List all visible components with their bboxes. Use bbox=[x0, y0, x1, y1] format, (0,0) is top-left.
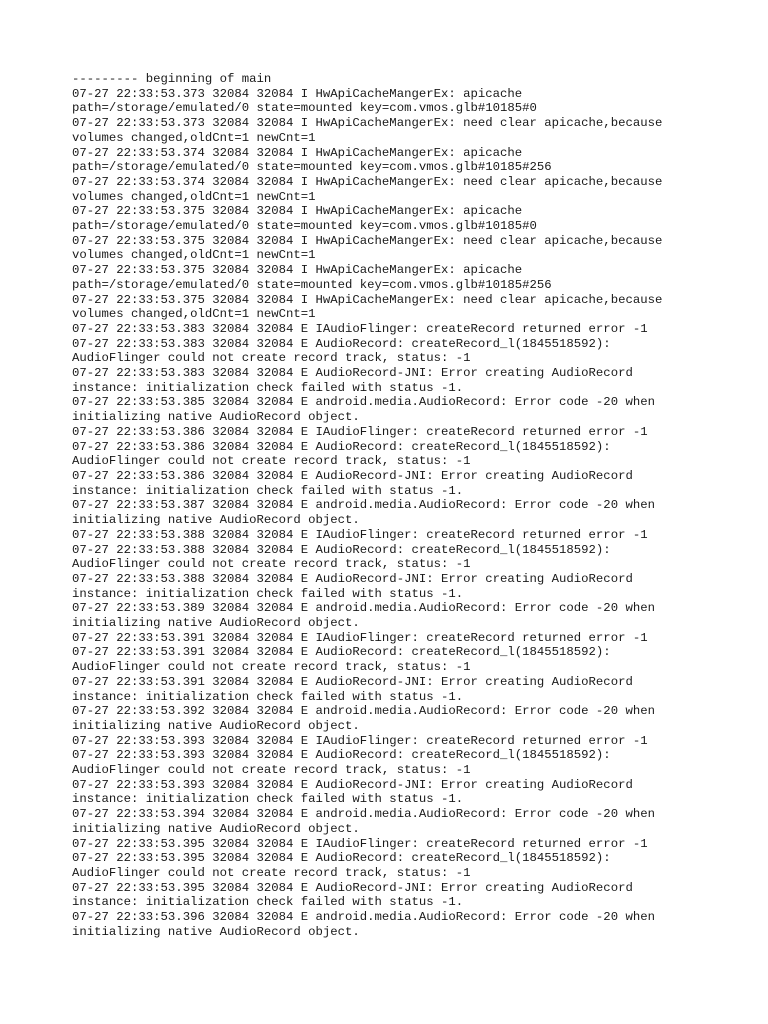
log-line: initializing native AudioRecord object. bbox=[72, 616, 360, 631]
log-line: volumes changed,oldCnt=1 newCnt=1 bbox=[72, 248, 316, 263]
log-line: initializing native AudioRecord object. bbox=[72, 718, 360, 733]
log-line: AudioFlinger could not create record track, status: -1 bbox=[72, 660, 471, 675]
log-line: 07-27 22:33:53.394 32084 32084 E android.media.AudioRecord: Error code -20 when bbox=[72, 807, 655, 822]
log-line: 07-27 22:33:53.374 32084 32084 I HwApiCacheMangerEx: need clear apicache,because bbox=[72, 174, 663, 189]
log-line: AudioFlinger could not create record track, status: -1 bbox=[72, 557, 471, 572]
log-line: 07-27 22:33:53.388 32084 32084 E AudioRecord-JNI: Error creating AudioRecord bbox=[72, 571, 633, 586]
log-line: 07-27 22:33:53.396 32084 32084 E android.media.AudioRecord: Error code -20 when bbox=[72, 910, 655, 925]
log-line: instance: initialization check failed with status -1. bbox=[72, 586, 464, 601]
log-line: 07-27 22:33:53.388 32084 32084 E IAudioFlinger: createRecord returned error -1 bbox=[72, 527, 648, 542]
log-line: AudioFlinger could not create record track, status: -1 bbox=[72, 763, 471, 778]
log-line: path=/storage/emulated/0 state=mounted key=com.vmos.glb#10185#0 bbox=[72, 101, 537, 116]
log-line: 07-27 22:33:53.385 32084 32084 E android.media.AudioRecord: Error code -20 when bbox=[72, 395, 655, 410]
log-line: initializing native AudioRecord object. bbox=[72, 410, 360, 425]
log-line: 07-27 22:33:53.395 32084 32084 E AudioRecord: createRecord_l(1845518592): bbox=[72, 851, 611, 866]
log-line: 07-27 22:33:53.395 32084 32084 E AudioRecord-JNI: Error creating AudioRecord bbox=[72, 880, 633, 895]
log-line: path=/storage/emulated/0 state=mounted key=com.vmos.glb#10185#0 bbox=[72, 219, 537, 234]
log-line: 07-27 22:33:53.383 32084 32084 E IAudioFlinger: createRecord returned error -1 bbox=[72, 321, 648, 336]
log-line: AudioFlinger could not create record track, status: -1 bbox=[72, 454, 471, 469]
log-line: initializing native AudioRecord object. bbox=[72, 821, 360, 836]
log-line: 07-27 22:33:53.391 32084 32084 E AudioRecord: createRecord_l(1845518592): bbox=[72, 645, 611, 660]
log-line: 07-27 22:33:53.386 32084 32084 E AudioRecord: createRecord_l(1845518592): bbox=[72, 439, 611, 454]
log-line: 07-27 22:33:53.383 32084 32084 E AudioRecord: createRecord_l(1845518592): bbox=[72, 336, 611, 351]
log-line: AudioFlinger could not create record track, status: -1 bbox=[72, 865, 471, 880]
log-line: 07-27 22:33:53.383 32084 32084 E AudioRecord-JNI: Error creating AudioRecord bbox=[72, 366, 633, 381]
log-line: instance: initialization check failed with status -1. bbox=[72, 483, 464, 498]
log-line: 07-27 22:33:53.386 32084 32084 E AudioRecord-JNI: Error creating AudioRecord bbox=[72, 468, 633, 483]
log-line: 07-27 22:33:53.374 32084 32084 I HwApiCacheMangerEx: apicache bbox=[72, 145, 523, 160]
log-line: 07-27 22:33:53.373 32084 32084 I HwApiCacheMangerEx: apicache bbox=[72, 86, 523, 101]
log-line: 07-27 22:33:53.375 32084 32084 I HwApiCacheMangerEx: apicache bbox=[72, 204, 523, 219]
log-line: 07-27 22:33:53.393 32084 32084 E IAudioFlinger: createRecord returned error -1 bbox=[72, 733, 648, 748]
log-line: 07-27 22:33:53.375 32084 32084 I HwApiCacheMangerEx: apicache bbox=[72, 263, 523, 278]
log-line: volumes changed,oldCnt=1 newCnt=1 bbox=[72, 307, 316, 322]
log-line: AudioFlinger could not create record track, status: -1 bbox=[72, 351, 471, 366]
log-line: instance: initialization check failed with status -1. bbox=[72, 792, 464, 807]
log-line: path=/storage/emulated/0 state=mounted key=com.vmos.glb#10185#256 bbox=[72, 160, 552, 175]
log-line: 07-27 22:33:53.393 32084 32084 E AudioRecord-JNI: Error creating AudioRecord bbox=[72, 777, 633, 792]
log-line: path=/storage/emulated/0 state=mounted key=com.vmos.glb#10185#256 bbox=[72, 277, 552, 292]
log-line: 07-27 22:33:53.393 32084 32084 E AudioRecord: createRecord_l(1845518592): bbox=[72, 748, 611, 763]
log-line: 07-27 22:33:53.391 32084 32084 E IAudioFlinger: createRecord returned error -1 bbox=[72, 630, 648, 645]
log-line: instance: initialization check failed with status -1. bbox=[72, 895, 464, 910]
log-line: volumes changed,oldCnt=1 newCnt=1 bbox=[72, 130, 316, 145]
log-line: instance: initialization check failed with status -1. bbox=[72, 689, 464, 704]
log-line: 07-27 22:33:53.395 32084 32084 E IAudioFlinger: createRecord returned error -1 bbox=[72, 836, 648, 851]
log-line: initializing native AudioRecord object. bbox=[72, 513, 360, 528]
log-line: 07-27 22:33:53.375 32084 32084 I HwApiCacheMangerEx: need clear apicache,because bbox=[72, 292, 663, 307]
log-line: volumes changed,oldCnt=1 newCnt=1 bbox=[72, 189, 316, 204]
log-line: --------- beginning of main bbox=[72, 72, 272, 86]
log-line: instance: initialization check failed with status -1. bbox=[72, 380, 464, 395]
log-line: 07-27 22:33:53.388 32084 32084 E AudioRecord: createRecord_l(1845518592): bbox=[72, 542, 611, 557]
log-text-block bbox=[72, 72, 732, 939]
log-line: 07-27 22:33:53.392 32084 32084 E android.media.AudioRecord: Error code -20 when bbox=[72, 704, 655, 719]
log-line: 07-27 22:33:53.375 32084 32084 I HwApiCacheMangerEx: need clear apicache,because bbox=[72, 233, 663, 248]
log-line: 07-27 22:33:53.373 32084 32084 I HwApiCacheMangerEx: need clear apicache,because bbox=[72, 116, 663, 131]
log-line: initializing native AudioRecord object. bbox=[72, 924, 360, 939]
log-line: 07-27 22:33:53.387 32084 32084 E android.media.AudioRecord: Error code -20 when bbox=[72, 498, 655, 513]
log-line: 07-27 22:33:53.389 32084 32084 E android.media.AudioRecord: Error code -20 when bbox=[72, 601, 655, 616]
log-line: 07-27 22:33:53.391 32084 32084 E AudioRecord-JNI: Error creating AudioRecord bbox=[72, 674, 633, 689]
log-line: 07-27 22:33:53.386 32084 32084 E IAudioFlinger: createRecord returned error -1 bbox=[72, 424, 648, 439]
